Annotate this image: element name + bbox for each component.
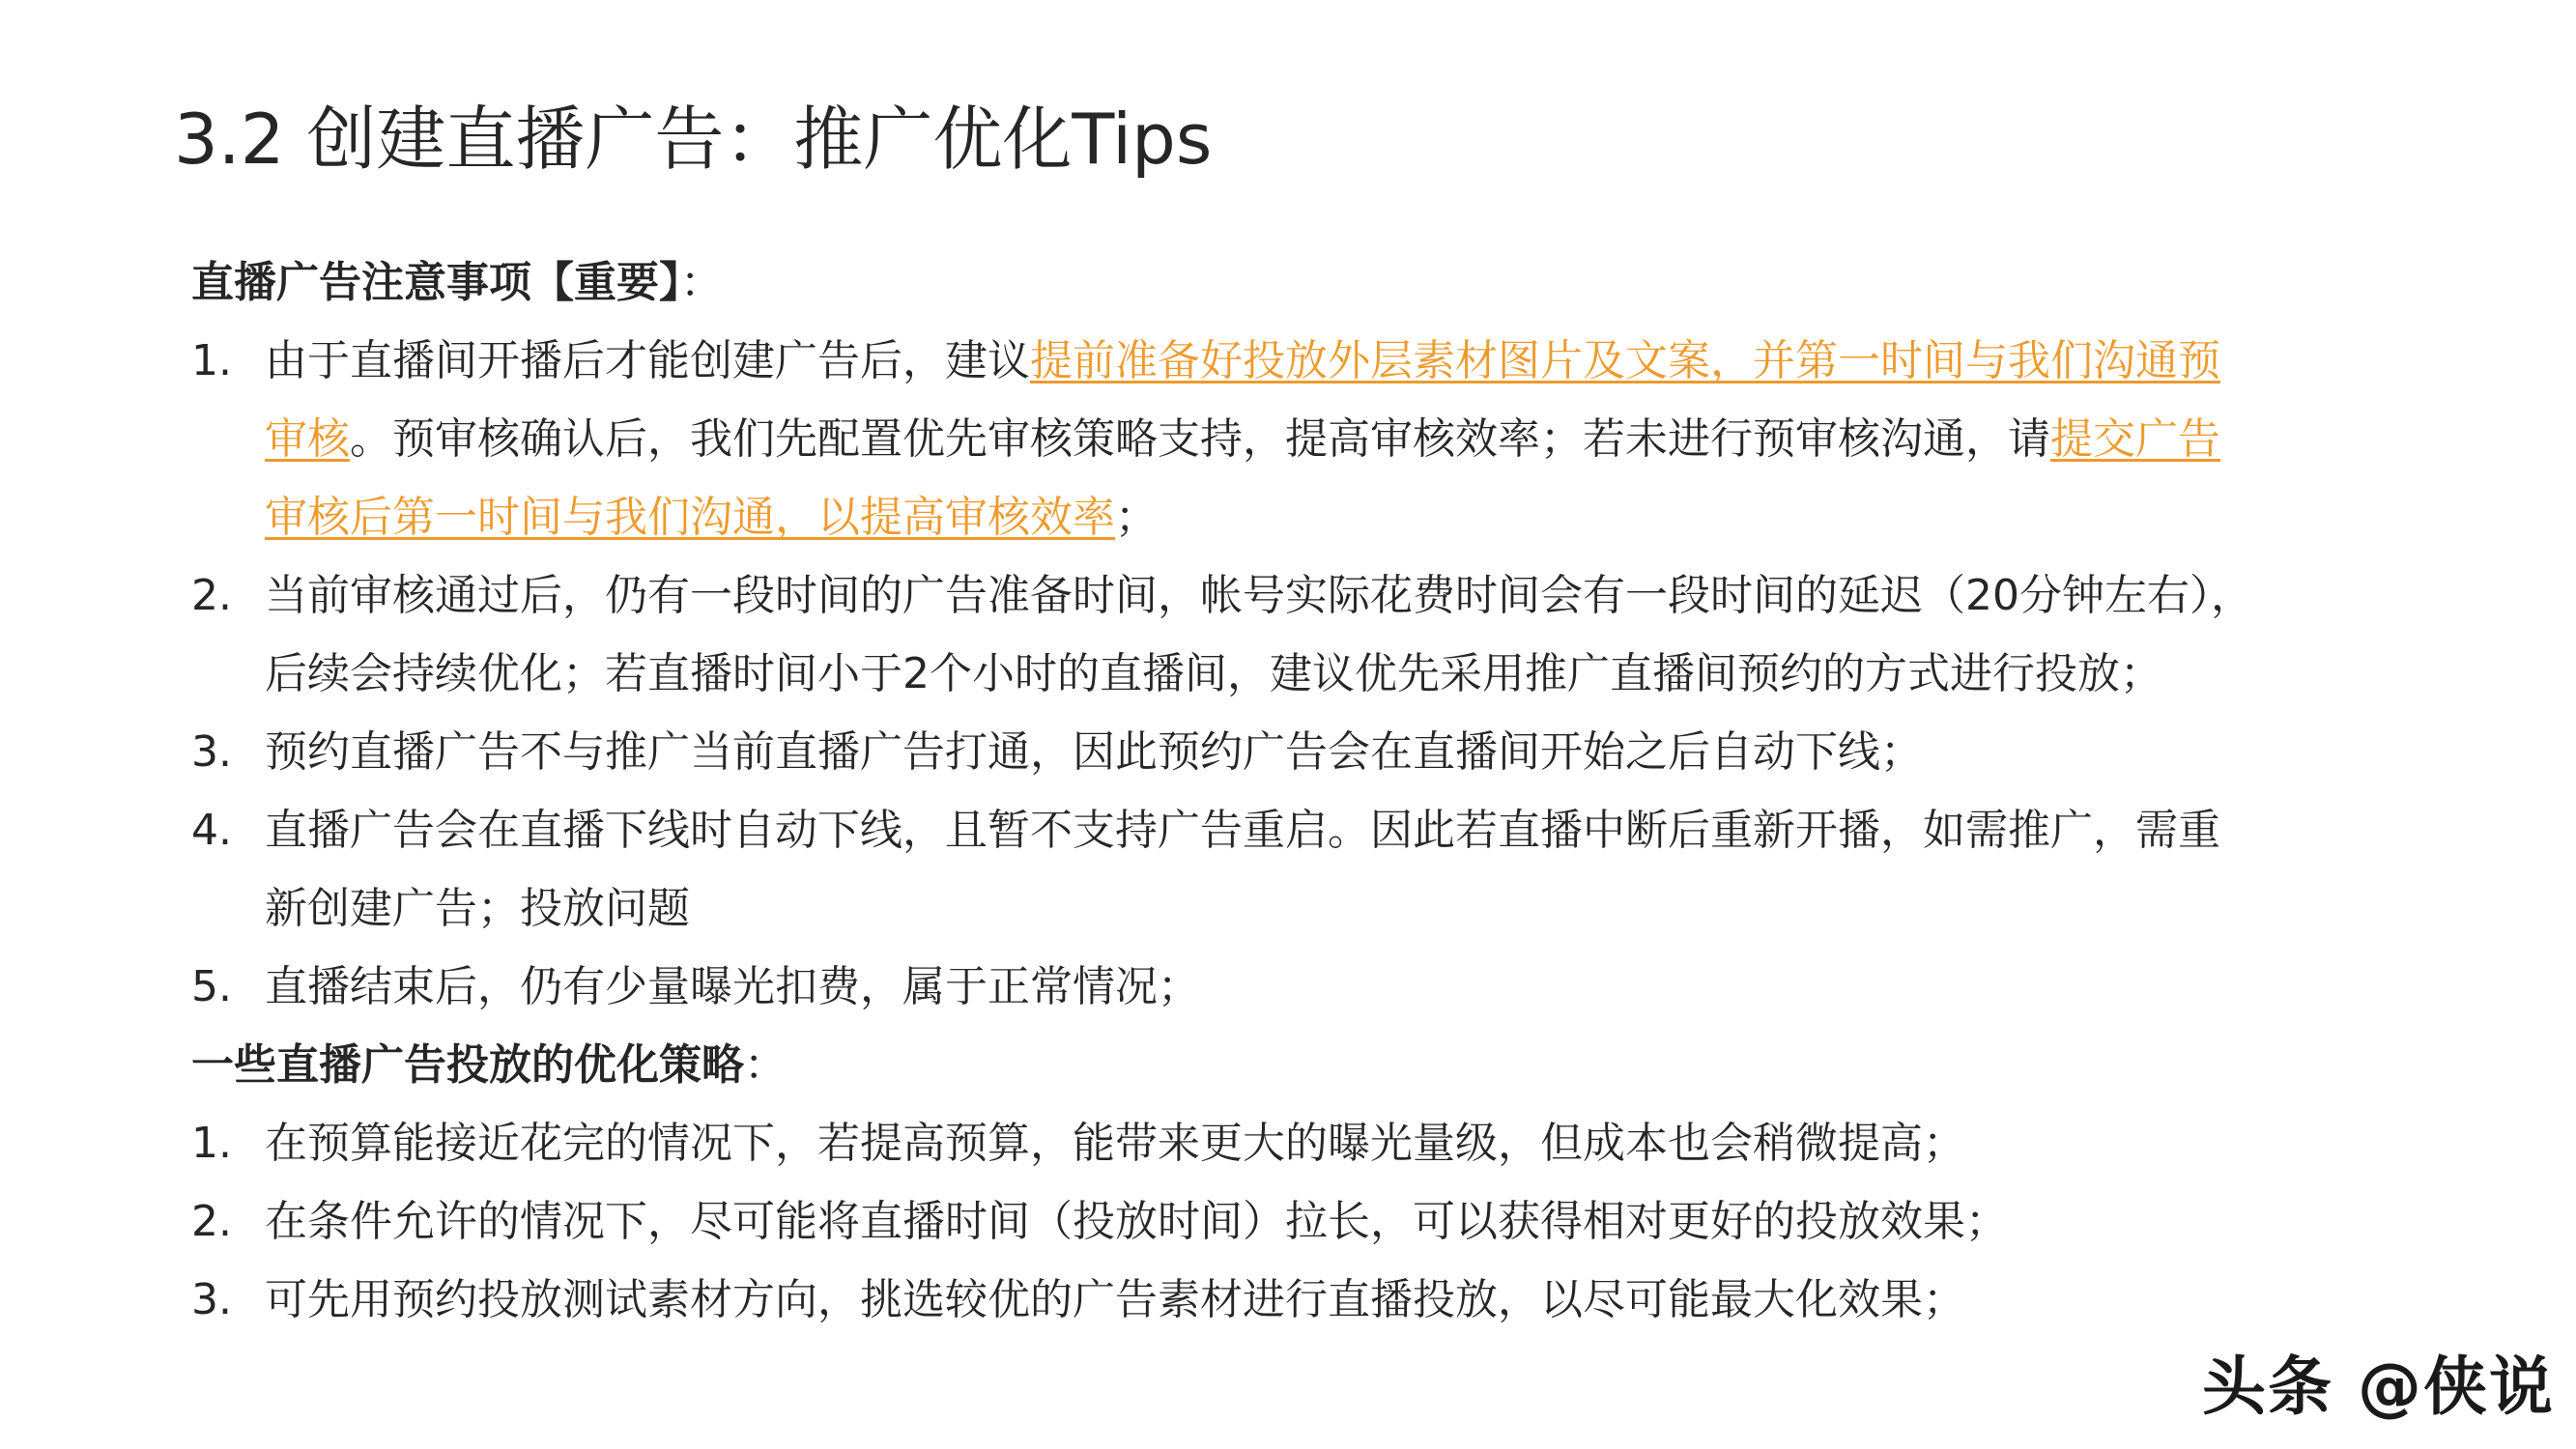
text-segment: ； — [1115, 493, 1158, 542]
list-item-number: 4. — [191, 806, 232, 855]
list-item-line — [265, 1261, 2356, 1339]
list-item-line — [265, 869, 2356, 948]
list-item-number: 3. — [191, 1275, 232, 1324]
list-item-line — [265, 713, 2356, 791]
text-segment: 后续会持续优化；若直播时间小于2个小时的直播间，建议优先采用推广直播间预约的方式进行投放； — [265, 649, 2162, 698]
list-item-line — [265, 791, 2356, 869]
text-segment: 在预算能接近花完的情况下，若提高预算，能带来更大的曝光量级，但成本也会稍微提高； — [265, 1119, 1965, 1168]
notes-list-item — [191, 791, 2356, 948]
section-heading-strategies-colon: ： — [744, 1040, 787, 1090]
list-item-line — [265, 556, 2356, 635]
text-segment: 由于直播间开播后才能创建广告后，建议 — [265, 336, 1030, 385]
text-segment: 当前审核通过后，仍有一段时间的广告准备时间，帐号实际花费时间会有一段时间的延迟（20分钟左右）， — [265, 571, 2253, 620]
section-heading-notes-colon: ： — [680, 258, 723, 307]
slide-title: 3.2 创建直播广告：推广优化Tips — [174, 99, 1213, 180]
section-heading-notes — [191, 243, 2356, 322]
text-segment: 直播结束后，仍有少量曝光扣费，属于正常情况； — [265, 962, 1200, 1011]
text-segment: 在条件允许的情况下，尽可能将直播时间（投放时间）拉长，可以获得相对更好的投放效果； — [265, 1197, 2008, 1246]
section-heading-strategies — [191, 1026, 2356, 1104]
text-segment: 新创建广告；投放问题 — [265, 884, 690, 933]
list-item-line — [265, 322, 2356, 400]
list-item-number: 3. — [191, 727, 232, 777]
watermark: 头条 @侠说 — [2202, 1350, 2555, 1424]
list-item-line — [265, 1182, 2356, 1261]
text-segment: 直播广告会在直播下线时自动下线，且暂不支持广告重启。因此若直播中断后重新开播，如需推广，需重 — [265, 806, 2220, 855]
text-segment: 。预审核确认后，我们先配置优先审核策略支持，提高审核效率；若未进行预审核沟通，请 — [350, 414, 2050, 464]
slide-content — [191, 243, 2356, 1339]
list-item-line — [265, 635, 2356, 713]
notes-list-item — [191, 556, 2356, 713]
notes-list-item — [191, 322, 2356, 556]
list-item-line — [265, 948, 2356, 1026]
text-segment: 预约直播广告不与推广当前直播广告打通，因此预约广告会在直播间开始之后自动下线； — [265, 727, 1923, 777]
highlighted-text: 提交广告 — [2050, 414, 2220, 464]
list-item-number: 1. — [191, 1119, 232, 1168]
notes-list — [191, 322, 2356, 1026]
list-item-number: 2. — [191, 571, 232, 620]
section-heading-strategies-label: 一些直播广告投放的优化策略 — [191, 1040, 744, 1090]
list-item-number: 2. — [191, 1197, 232, 1246]
list-item-number: 5. — [191, 962, 232, 1011]
strategies-list — [191, 1104, 2356, 1339]
text-segment: 可先用预约投放测试素材方向，挑选较优的广告素材进行直播投放，以尽可能最大化效果； — [265, 1275, 1965, 1324]
list-item-line — [265, 478, 2356, 556]
list-item-line — [265, 1104, 2356, 1182]
notes-list-item — [191, 713, 2356, 791]
strategies-list-item — [191, 1104, 2356, 1182]
notes-list-item — [191, 948, 2356, 1026]
highlighted-text: 审核 — [265, 414, 350, 464]
list-item-number: 1. — [191, 336, 232, 385]
section-heading-notes-label: 直播广告注意事项【重要】 — [191, 258, 680, 307]
strategies-list-item — [191, 1182, 2356, 1261]
strategies-list-item — [191, 1261, 2356, 1339]
highlighted-text: 审核后第一时间与我们沟通，以提高审核效率 — [265, 493, 1115, 542]
highlighted-text: 提前准备好投放外层素材图片及文案，并第一时间与我们沟通预 — [1030, 336, 2220, 385]
list-item-line — [265, 400, 2356, 478]
